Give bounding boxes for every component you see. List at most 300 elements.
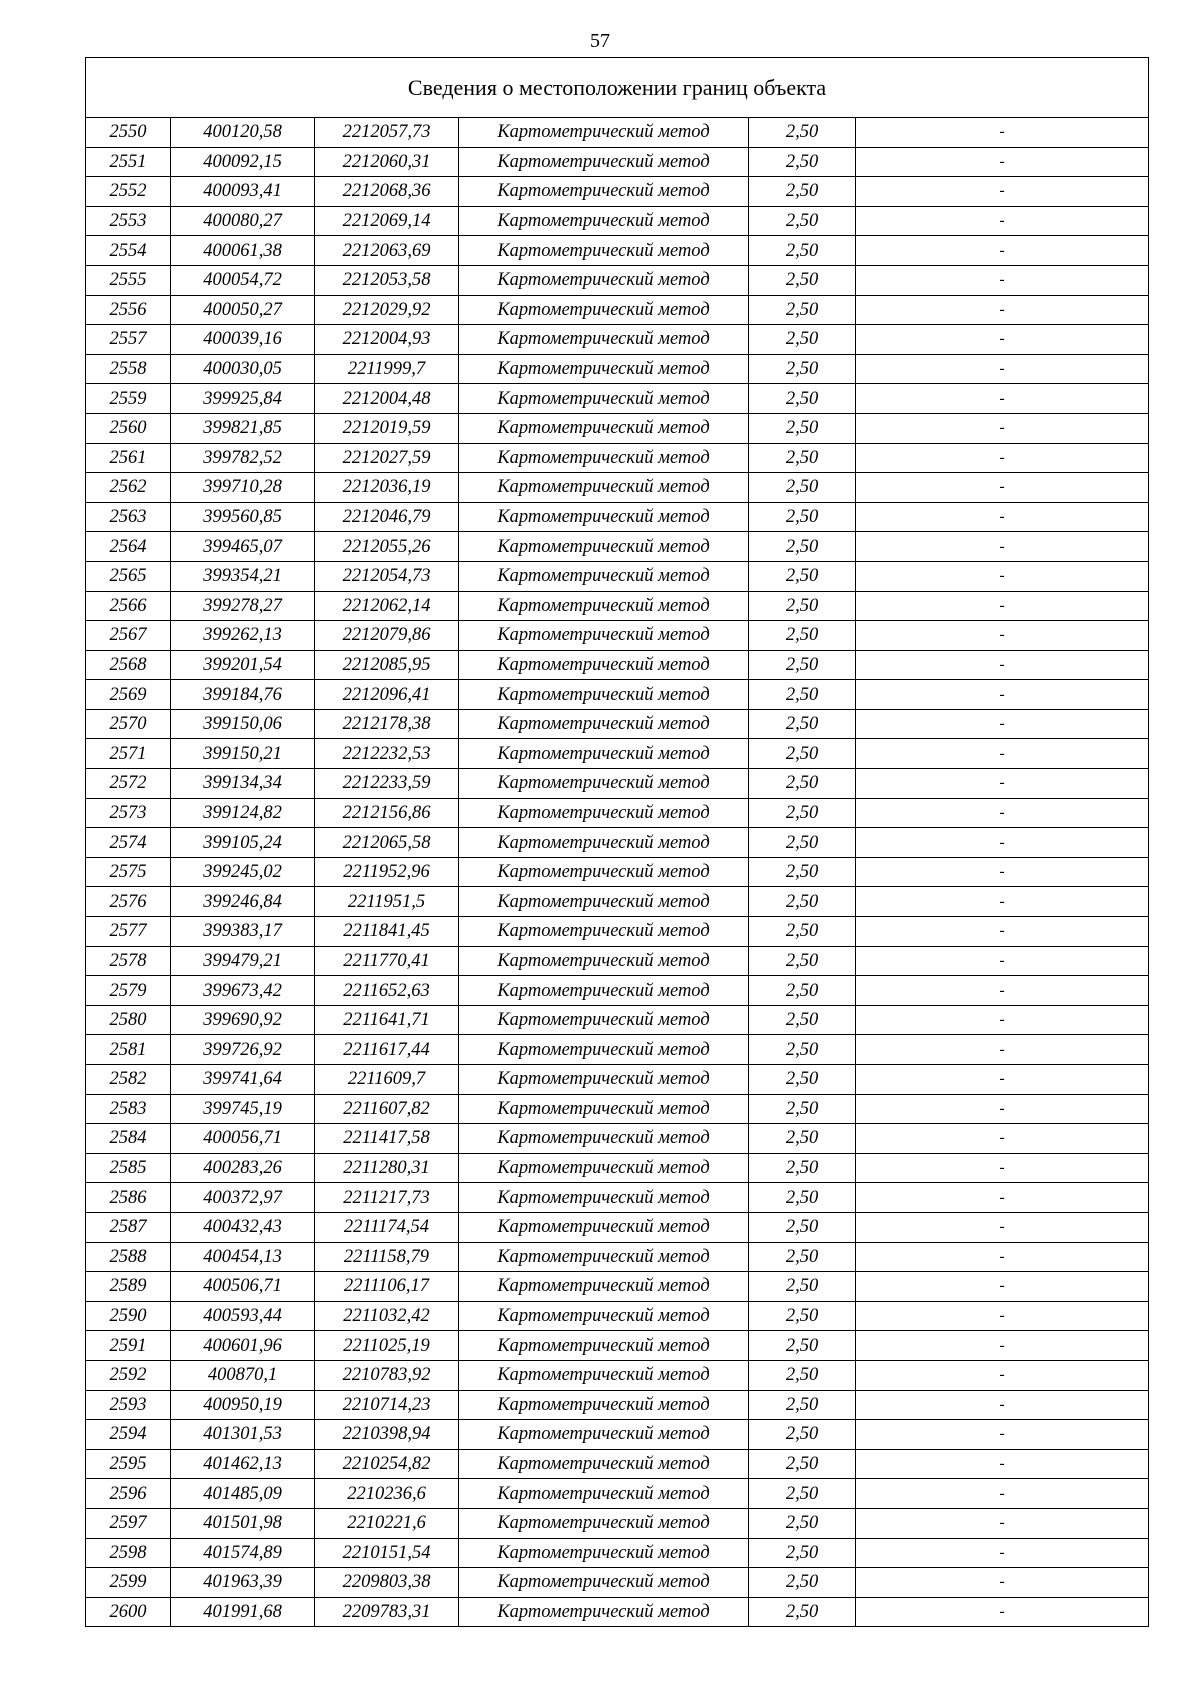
x-coordinate-cell: 399124,82: [171, 798, 315, 828]
description-cell: -: [856, 1094, 1149, 1124]
point-number-cell: 2562: [86, 473, 171, 503]
description-cell: -: [856, 591, 1149, 621]
table-row: [86, 354, 1149, 384]
accuracy-cell: 2,50: [749, 1005, 856, 1035]
description-cell: -: [856, 502, 1149, 532]
y-coordinate-cell: 2212054,73: [315, 561, 459, 591]
table-row: [86, 1597, 1149, 1627]
x-coordinate-cell: 399150,06: [171, 709, 315, 739]
description-cell: -: [856, 769, 1149, 799]
x-coordinate-cell: 400283,26: [171, 1153, 315, 1183]
description-cell: -: [856, 532, 1149, 562]
method-cell: Картометрический метод: [459, 1272, 749, 1302]
accuracy-cell: 2,50: [749, 384, 856, 414]
table-row: [86, 236, 1149, 266]
description-cell: -: [856, 1479, 1149, 1509]
y-coordinate-cell: 2212079,86: [315, 621, 459, 651]
point-number-cell: 2577: [86, 917, 171, 947]
x-coordinate-cell: 399201,54: [171, 650, 315, 680]
description-cell: -: [856, 1301, 1149, 1331]
point-number-cell: 2591: [86, 1331, 171, 1361]
table-row: [86, 1094, 1149, 1124]
x-coordinate-cell: 400093,41: [171, 177, 315, 207]
x-coordinate-cell: 399465,07: [171, 532, 315, 562]
point-number-cell: 2588: [86, 1242, 171, 1272]
y-coordinate-cell: 2212027,59: [315, 443, 459, 473]
y-coordinate-cell: 2212060,31: [315, 147, 459, 177]
y-coordinate-cell: 2211607,82: [315, 1094, 459, 1124]
method-cell: Картометрический метод: [459, 532, 749, 562]
x-coordinate-cell: 399105,24: [171, 828, 315, 858]
accuracy-cell: 2,50: [749, 1331, 856, 1361]
accuracy-cell: 2,50: [749, 443, 856, 473]
description-cell: -: [856, 147, 1149, 177]
description-cell: -: [856, 295, 1149, 325]
accuracy-cell: 2,50: [749, 887, 856, 917]
point-number-cell: 2578: [86, 946, 171, 976]
table-row: [86, 413, 1149, 443]
description-cell: -: [856, 709, 1149, 739]
x-coordinate-cell: 400050,27: [171, 295, 315, 325]
point-number-cell: 2600: [86, 1597, 171, 1627]
table-row: [86, 709, 1149, 739]
description-cell: -: [856, 1242, 1149, 1272]
accuracy-cell: 2,50: [749, 1124, 856, 1154]
method-cell: Картометрический метод: [459, 709, 749, 739]
y-coordinate-cell: 2212233,59: [315, 769, 459, 799]
table-row: [86, 887, 1149, 917]
y-coordinate-cell: 2211280,31: [315, 1153, 459, 1183]
y-coordinate-cell: 2211417,58: [315, 1124, 459, 1154]
method-cell: Картометрический метод: [459, 561, 749, 591]
accuracy-cell: 2,50: [749, 1035, 856, 1065]
x-coordinate-cell: 399134,34: [171, 769, 315, 799]
point-number-cell: 2576: [86, 887, 171, 917]
description-cell: -: [856, 236, 1149, 266]
method-cell: Картометрический метод: [459, 1449, 749, 1479]
y-coordinate-cell: 2212232,53: [315, 739, 459, 769]
x-coordinate-cell: 400061,38: [171, 236, 315, 266]
x-coordinate-cell: 401963,39: [171, 1568, 315, 1598]
x-coordinate-cell: 399782,52: [171, 443, 315, 473]
description-cell: -: [856, 1035, 1149, 1065]
method-cell: Картометрический метод: [459, 1360, 749, 1390]
table-row: [86, 147, 1149, 177]
method-cell: Картометрический метод: [459, 1153, 749, 1183]
point-number-cell: 2574: [86, 828, 171, 858]
x-coordinate-cell: 400593,44: [171, 1301, 315, 1331]
accuracy-cell: 2,50: [749, 1153, 856, 1183]
method-cell: Картометрический метод: [459, 1420, 749, 1450]
y-coordinate-cell: 2211617,44: [315, 1035, 459, 1065]
accuracy-cell: 2,50: [749, 1538, 856, 1568]
x-coordinate-cell: 401485,09: [171, 1479, 315, 1509]
method-cell: Картометрический метод: [459, 1301, 749, 1331]
y-coordinate-cell: 2212069,14: [315, 206, 459, 236]
x-coordinate-cell: 399690,92: [171, 1005, 315, 1035]
accuracy-cell: 2,50: [749, 206, 856, 236]
x-coordinate-cell: 399383,17: [171, 917, 315, 947]
point-number-cell: 2583: [86, 1094, 171, 1124]
y-coordinate-cell: 2211770,41: [315, 946, 459, 976]
boundary-coordinates-table: [85, 57, 1149, 1627]
point-number-cell: 2593: [86, 1390, 171, 1420]
description-cell: -: [856, 265, 1149, 295]
table-row: [86, 828, 1149, 858]
point-number-cell: 2596: [86, 1479, 171, 1509]
accuracy-cell: 2,50: [749, 177, 856, 207]
accuracy-cell: 2,50: [749, 502, 856, 532]
description-cell: -: [856, 828, 1149, 858]
accuracy-cell: 2,50: [749, 1479, 856, 1509]
description-cell: -: [856, 325, 1149, 355]
method-cell: Картометрический метод: [459, 739, 749, 769]
table-row: [86, 1360, 1149, 1390]
accuracy-cell: 2,50: [749, 798, 856, 828]
accuracy-cell: 2,50: [749, 650, 856, 680]
table-row: [86, 769, 1149, 799]
description-cell: -: [856, 1212, 1149, 1242]
point-number-cell: 2563: [86, 502, 171, 532]
description-cell: -: [856, 1360, 1149, 1390]
y-coordinate-cell: 2211652,63: [315, 976, 459, 1006]
method-cell: Картометрический метод: [459, 1242, 749, 1272]
accuracy-cell: 2,50: [749, 1065, 856, 1095]
y-coordinate-cell: 2211951,5: [315, 887, 459, 917]
y-coordinate-cell: 2210714,23: [315, 1390, 459, 1420]
description-cell: -: [856, 917, 1149, 947]
description-cell: -: [856, 798, 1149, 828]
method-cell: Картометрический метод: [459, 473, 749, 503]
method-cell: Картометрический метод: [459, 769, 749, 799]
table-row: [86, 739, 1149, 769]
y-coordinate-cell: 2212096,41: [315, 680, 459, 710]
point-number-cell: 2585: [86, 1153, 171, 1183]
accuracy-cell: 2,50: [749, 828, 856, 858]
accuracy-cell: 2,50: [749, 976, 856, 1006]
description-cell: -: [856, 443, 1149, 473]
point-number-cell: 2580: [86, 1005, 171, 1035]
point-number-cell: 2594: [86, 1420, 171, 1450]
description-cell: -: [856, 887, 1149, 917]
point-number-cell: 2573: [86, 798, 171, 828]
accuracy-cell: 2,50: [749, 591, 856, 621]
x-coordinate-cell: 401574,89: [171, 1538, 315, 1568]
y-coordinate-cell: 2210783,92: [315, 1360, 459, 1390]
table-body: [86, 118, 1149, 1627]
method-cell: Картометрический метод: [459, 1035, 749, 1065]
description-cell: -: [856, 1390, 1149, 1420]
method-cell: Картометрический метод: [459, 413, 749, 443]
y-coordinate-cell: 2212004,93: [315, 325, 459, 355]
x-coordinate-cell: 400454,13: [171, 1242, 315, 1272]
point-number-cell: 2597: [86, 1508, 171, 1538]
accuracy-cell: 2,50: [749, 236, 856, 266]
y-coordinate-cell: 2212063,69: [315, 236, 459, 266]
accuracy-cell: 2,50: [749, 147, 856, 177]
table-row: [86, 295, 1149, 325]
y-coordinate-cell: 2212029,92: [315, 295, 459, 325]
point-number-cell: 2560: [86, 413, 171, 443]
x-coordinate-cell: 399925,84: [171, 384, 315, 414]
table-row: [86, 502, 1149, 532]
table-row: [86, 532, 1149, 562]
y-coordinate-cell: 2212057,73: [315, 118, 459, 148]
accuracy-cell: 2,50: [749, 1360, 856, 1390]
accuracy-cell: 2,50: [749, 295, 856, 325]
x-coordinate-cell: 400120,58: [171, 118, 315, 148]
point-number-cell: 2555: [86, 265, 171, 295]
method-cell: Картометрический метод: [459, 325, 749, 355]
table-row: [86, 1420, 1149, 1450]
accuracy-cell: 2,50: [749, 1183, 856, 1213]
description-cell: -: [856, 413, 1149, 443]
y-coordinate-cell: 2212046,79: [315, 502, 459, 532]
description-cell: -: [856, 739, 1149, 769]
description-cell: -: [856, 473, 1149, 503]
method-cell: Картометрический метод: [459, 828, 749, 858]
point-number-cell: 2566: [86, 591, 171, 621]
point-number-cell: 2565: [86, 561, 171, 591]
table-row: [86, 1212, 1149, 1242]
accuracy-cell: 2,50: [749, 739, 856, 769]
point-number-cell: 2586: [86, 1183, 171, 1213]
method-cell: Картометрический метод: [459, 236, 749, 266]
method-cell: Картометрический метод: [459, 147, 749, 177]
x-coordinate-cell: 400054,72: [171, 265, 315, 295]
description-cell: -: [856, 1272, 1149, 1302]
table-row: [86, 561, 1149, 591]
x-coordinate-cell: 399262,13: [171, 621, 315, 651]
point-number-cell: 2553: [86, 206, 171, 236]
x-coordinate-cell: 401501,98: [171, 1508, 315, 1538]
table-row: [86, 591, 1149, 621]
y-coordinate-cell: 2212004,48: [315, 384, 459, 414]
point-number-cell: 2551: [86, 147, 171, 177]
page-number: 57: [590, 30, 610, 52]
method-cell: Картометрический метод: [459, 946, 749, 976]
x-coordinate-cell: 400506,71: [171, 1272, 315, 1302]
table-row: [86, 917, 1149, 947]
y-coordinate-cell: 2212085,95: [315, 650, 459, 680]
point-number-cell: 2550: [86, 118, 171, 148]
method-cell: Картометрический метод: [459, 1568, 749, 1598]
y-coordinate-cell: 2212053,58: [315, 265, 459, 295]
table-row: [86, 206, 1149, 236]
description-cell: -: [856, 976, 1149, 1006]
y-coordinate-cell: 2209803,38: [315, 1568, 459, 1598]
y-coordinate-cell: 2211032,42: [315, 1301, 459, 1331]
table-row: [86, 798, 1149, 828]
method-cell: Картометрический метод: [459, 443, 749, 473]
description-cell: -: [856, 621, 1149, 651]
table-row: [86, 384, 1149, 414]
accuracy-cell: 2,50: [749, 1420, 856, 1450]
table-caption: Сведения о местоположении границ объекта: [86, 58, 1149, 118]
y-coordinate-cell: 2211106,17: [315, 1272, 459, 1302]
table-row: [86, 1538, 1149, 1568]
description-cell: -: [856, 1065, 1149, 1095]
method-cell: Картометрический метод: [459, 1212, 749, 1242]
description-cell: -: [856, 1005, 1149, 1035]
table-row: [86, 443, 1149, 473]
method-cell: Картометрический метод: [459, 1065, 749, 1095]
description-cell: -: [856, 1597, 1149, 1627]
method-cell: Картометрический метод: [459, 680, 749, 710]
accuracy-cell: 2,50: [749, 709, 856, 739]
point-number-cell: 2571: [86, 739, 171, 769]
y-coordinate-cell: 2212036,19: [315, 473, 459, 503]
table-row: [86, 1449, 1149, 1479]
y-coordinate-cell: 2210236,6: [315, 1479, 459, 1509]
x-coordinate-cell: 399726,92: [171, 1035, 315, 1065]
y-coordinate-cell: 2212065,58: [315, 828, 459, 858]
point-number-cell: 2559: [86, 384, 171, 414]
point-number-cell: 2582: [86, 1065, 171, 1095]
method-cell: Картометрический метод: [459, 384, 749, 414]
table-row: [86, 857, 1149, 887]
x-coordinate-cell: 400950,19: [171, 1390, 315, 1420]
method-cell: Картометрический метод: [459, 857, 749, 887]
table-row: [86, 1035, 1149, 1065]
y-coordinate-cell: 2210151,54: [315, 1538, 459, 1568]
accuracy-cell: 2,50: [749, 473, 856, 503]
method-cell: Картометрический метод: [459, 917, 749, 947]
x-coordinate-cell: 400080,27: [171, 206, 315, 236]
x-coordinate-cell: 400092,15: [171, 147, 315, 177]
point-number-cell: 2598: [86, 1538, 171, 1568]
y-coordinate-cell: 2212055,26: [315, 532, 459, 562]
x-coordinate-cell: 400030,05: [171, 354, 315, 384]
x-coordinate-cell: 399741,64: [171, 1065, 315, 1095]
point-number-cell: 2590: [86, 1301, 171, 1331]
point-number-cell: 2572: [86, 769, 171, 799]
method-cell: Картометрический метод: [459, 621, 749, 651]
x-coordinate-cell: 400601,96: [171, 1331, 315, 1361]
accuracy-cell: 2,50: [749, 1508, 856, 1538]
point-number-cell: 2552: [86, 177, 171, 207]
table-row: [86, 1331, 1149, 1361]
description-cell: -: [856, 1538, 1149, 1568]
method-cell: Картометрический метод: [459, 177, 749, 207]
accuracy-cell: 2,50: [749, 561, 856, 591]
table-row: [86, 118, 1149, 148]
x-coordinate-cell: 401462,13: [171, 1449, 315, 1479]
table-row: [86, 325, 1149, 355]
accuracy-cell: 2,50: [749, 769, 856, 799]
description-cell: -: [856, 680, 1149, 710]
accuracy-cell: 2,50: [749, 1242, 856, 1272]
description-cell: -: [856, 650, 1149, 680]
point-number-cell: 2570: [86, 709, 171, 739]
y-coordinate-cell: 2210221,6: [315, 1508, 459, 1538]
table-caption-row: [86, 58, 1149, 118]
method-cell: Картометрический метод: [459, 798, 749, 828]
table-row: [86, 1153, 1149, 1183]
method-cell: Картометрический метод: [459, 1005, 749, 1035]
point-number-cell: 2561: [86, 443, 171, 473]
accuracy-cell: 2,50: [749, 917, 856, 947]
x-coordinate-cell: 400372,97: [171, 1183, 315, 1213]
table-row: [86, 473, 1149, 503]
method-cell: Картометрический метод: [459, 650, 749, 680]
y-coordinate-cell: 2211174,54: [315, 1212, 459, 1242]
method-cell: Картометрический метод: [459, 354, 749, 384]
description-cell: -: [856, 118, 1149, 148]
description-cell: -: [856, 1449, 1149, 1479]
point-number-cell: 2567: [86, 621, 171, 651]
x-coordinate-cell: 399710,28: [171, 473, 315, 503]
point-number-cell: 2558: [86, 354, 171, 384]
table-row: [86, 946, 1149, 976]
x-coordinate-cell: 399354,21: [171, 561, 315, 591]
accuracy-cell: 2,50: [749, 857, 856, 887]
y-coordinate-cell: 2212019,59: [315, 413, 459, 443]
table-row: [86, 650, 1149, 680]
x-coordinate-cell: 399560,85: [171, 502, 315, 532]
description-cell: -: [856, 857, 1149, 887]
method-cell: Картометрический метод: [459, 1124, 749, 1154]
table-row: [86, 1301, 1149, 1331]
y-coordinate-cell: 2210398,94: [315, 1420, 459, 1450]
accuracy-cell: 2,50: [749, 1094, 856, 1124]
y-coordinate-cell: 2211025,19: [315, 1331, 459, 1361]
accuracy-cell: 2,50: [749, 1301, 856, 1331]
accuracy-cell: 2,50: [749, 413, 856, 443]
method-cell: Картометрический метод: [459, 887, 749, 917]
accuracy-cell: 2,50: [749, 265, 856, 295]
accuracy-cell: 2,50: [749, 1568, 856, 1598]
accuracy-cell: 2,50: [749, 1212, 856, 1242]
method-cell: Картометрический метод: [459, 265, 749, 295]
method-cell: Картометрический метод: [459, 206, 749, 236]
x-coordinate-cell: 401991,68: [171, 1597, 315, 1627]
x-coordinate-cell: 399150,21: [171, 739, 315, 769]
description-cell: -: [856, 1508, 1149, 1538]
y-coordinate-cell: 2211217,73: [315, 1183, 459, 1213]
description-cell: -: [856, 1153, 1149, 1183]
point-number-cell: 2587: [86, 1212, 171, 1242]
accuracy-cell: 2,50: [749, 325, 856, 355]
method-cell: Картометрический метод: [459, 502, 749, 532]
x-coordinate-cell: 400056,71: [171, 1124, 315, 1154]
table-row: [86, 1065, 1149, 1095]
description-cell: -: [856, 206, 1149, 236]
x-coordinate-cell: 400039,16: [171, 325, 315, 355]
method-cell: Картометрический метод: [459, 1331, 749, 1361]
description-cell: -: [856, 561, 1149, 591]
accuracy-cell: 2,50: [749, 680, 856, 710]
description-cell: -: [856, 354, 1149, 384]
point-number-cell: 2568: [86, 650, 171, 680]
point-number-cell: 2564: [86, 532, 171, 562]
table-row: [86, 1005, 1149, 1035]
description-cell: -: [856, 1568, 1149, 1598]
y-coordinate-cell: 2212178,38: [315, 709, 459, 739]
description-cell: -: [856, 384, 1149, 414]
y-coordinate-cell: 2210254,82: [315, 1449, 459, 1479]
table-row: [86, 1124, 1149, 1154]
method-cell: Картометрический метод: [459, 118, 749, 148]
table-row: [86, 680, 1149, 710]
accuracy-cell: 2,50: [749, 1272, 856, 1302]
table-row: [86, 1183, 1149, 1213]
point-number-cell: 2575: [86, 857, 171, 887]
table-row: [86, 621, 1149, 651]
accuracy-cell: 2,50: [749, 946, 856, 976]
accuracy-cell: 2,50: [749, 118, 856, 148]
method-cell: Картометрический метод: [459, 1390, 749, 1420]
